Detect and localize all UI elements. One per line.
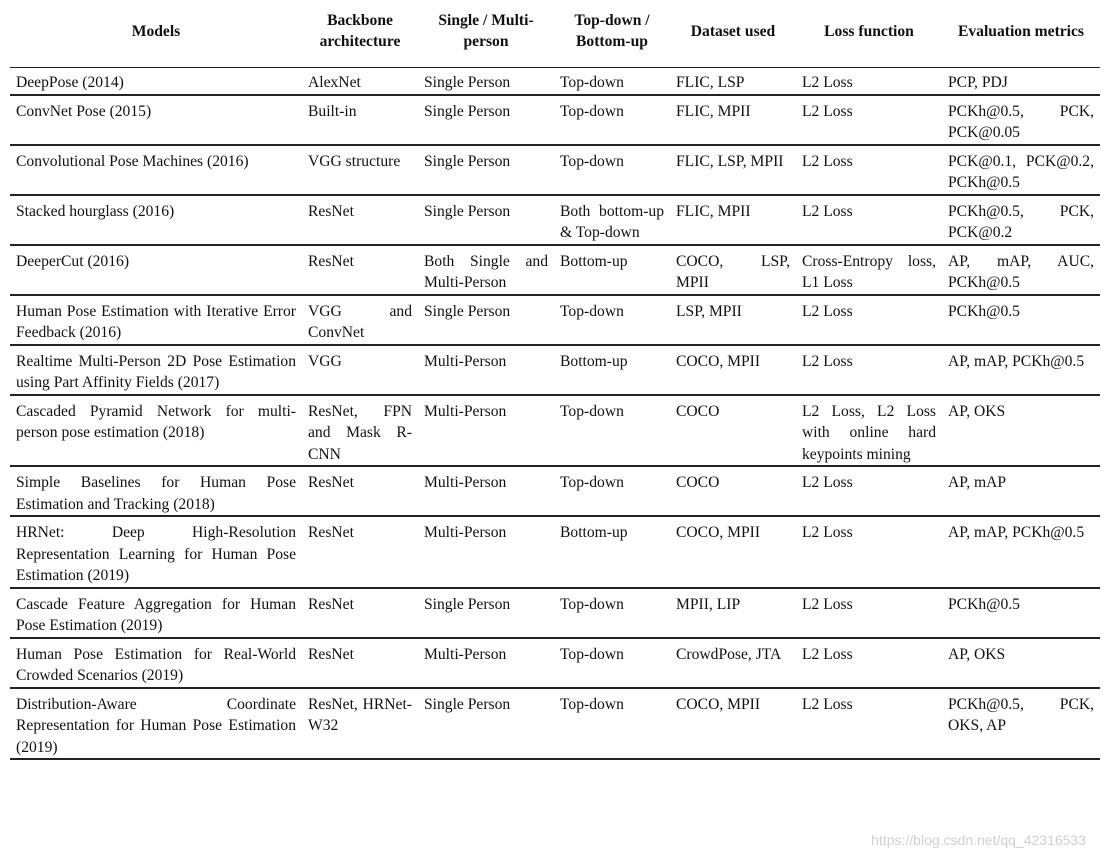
approach-cell: Top-down bbox=[554, 588, 670, 638]
header-dataset: Dataset used bbox=[670, 0, 796, 65]
header-metrics: Evaluation metrics bbox=[942, 0, 1100, 65]
loss-cell: L2 Loss bbox=[796, 588, 942, 638]
loss-cell: L2 Loss bbox=[796, 295, 942, 345]
loss-cell: L2 Loss bbox=[796, 145, 942, 195]
metrics-cell: PCP, PDJ bbox=[942, 65, 1100, 95]
header-loss: Loss function bbox=[796, 0, 942, 65]
approach-cell: Both bottom-up & Top-down bbox=[554, 195, 670, 245]
metrics-cell: AP, OKS bbox=[942, 638, 1100, 688]
metrics-cell: PCKh@0.5, PCK, PCK@0.2 bbox=[942, 195, 1100, 245]
person-type-cell: Single Person bbox=[418, 145, 554, 195]
model-cell: Simple Baselines for Human Pose Estimation and Tracking (2018) bbox=[10, 466, 302, 516]
watermark-text: https://blog.csdn.net/qq_42316533 bbox=[871, 832, 1086, 848]
dataset-cell: FLIC, MPII bbox=[670, 95, 796, 145]
table-body bbox=[10, 65, 1100, 760]
person-type-cell: Both Single and Multi-Person bbox=[418, 245, 554, 295]
model-cell: DeeperCut (2016) bbox=[10, 245, 302, 295]
metrics-cell: AP, mAP bbox=[942, 466, 1100, 516]
loss-cell: L2 Loss bbox=[796, 688, 942, 760]
dataset-cell: COCO, MPII bbox=[670, 688, 796, 760]
table-row bbox=[10, 516, 1100, 588]
header-single-multi: Single / Multi-person bbox=[418, 0, 554, 65]
table-row bbox=[10, 145, 1100, 195]
metrics-cell: PCKh@0.5, PCK, OKS, AP bbox=[942, 688, 1100, 760]
dataset-cell: LSP, MPII bbox=[670, 295, 796, 345]
backbone-cell: ResNet bbox=[302, 638, 418, 688]
person-type-cell: Multi-Person bbox=[418, 638, 554, 688]
backbone-cell: ResNet bbox=[302, 195, 418, 245]
metrics-cell: PCK@0.1, PCK@0.2, PCKh@0.5 bbox=[942, 145, 1100, 195]
metrics-cell: AP, OKS bbox=[942, 395, 1100, 467]
metrics-cell: PCKh@0.5 bbox=[942, 588, 1100, 638]
person-type-cell: Multi-Person bbox=[418, 516, 554, 588]
table-row bbox=[10, 638, 1100, 688]
table-row bbox=[10, 345, 1100, 395]
approach-cell: Top-down bbox=[554, 638, 670, 688]
backbone-cell: ResNet bbox=[302, 245, 418, 295]
backbone-cell: AlexNet bbox=[302, 65, 418, 95]
dataset-cell: COCO bbox=[670, 395, 796, 467]
person-type-cell: Single Person bbox=[418, 95, 554, 145]
table-row bbox=[10, 95, 1100, 145]
person-type-cell: Single Person bbox=[418, 588, 554, 638]
model-cell: Cascaded Pyramid Network for multi-person pose estimation (2018) bbox=[10, 395, 302, 467]
table-row bbox=[10, 466, 1100, 516]
approach-cell: Top-down bbox=[554, 295, 670, 345]
approach-cell: Top-down bbox=[554, 688, 670, 760]
model-cell: Realtime Multi-Person 2D Pose Estimation using Part Affinity Fields (2017) bbox=[10, 345, 302, 395]
person-type-cell: Single Person bbox=[418, 65, 554, 95]
model-cell: ConvNet Pose (2015) bbox=[10, 95, 302, 145]
metrics-cell: AP, mAP, PCKh@0.5 bbox=[942, 345, 1100, 395]
backbone-cell: VGG structure bbox=[302, 145, 418, 195]
model-cell: Distribution-Aware Coordinate Representation for Human Pose Estimation (2019) bbox=[10, 688, 302, 760]
table-row bbox=[10, 688, 1100, 760]
model-cell: HRNet: Deep High-Resolution Representation Learning for Human Pose Estimation (2019) bbox=[10, 516, 302, 588]
approach-cell: Bottom-up bbox=[554, 345, 670, 395]
metrics-cell: AP, mAP, PCKh@0.5 bbox=[942, 516, 1100, 588]
approach-cell: Top-down bbox=[554, 145, 670, 195]
table-row bbox=[10, 195, 1100, 245]
backbone-cell: VGG and ConvNet bbox=[302, 295, 418, 345]
model-cell: Human Pose Estimation for Real-World Crowded Scenarios (2019) bbox=[10, 638, 302, 688]
backbone-cell: ResNet bbox=[302, 588, 418, 638]
dataset-cell: COCO, MPII bbox=[670, 516, 796, 588]
table-row bbox=[10, 395, 1100, 467]
header-models: Models bbox=[10, 0, 302, 65]
metrics-cell: AP, mAP, AUC, PCKh@0.5 bbox=[942, 245, 1100, 295]
header-topdown-bottomup: Top-down / Bottom-up bbox=[554, 0, 670, 65]
approach-cell: Bottom-up bbox=[554, 245, 670, 295]
loss-cell: L2 Loss bbox=[796, 95, 942, 145]
person-type-cell: Single Person bbox=[418, 195, 554, 245]
backbone-cell: ResNet bbox=[302, 466, 418, 516]
model-cell: Stacked hourglass (2016) bbox=[10, 195, 302, 245]
dataset-cell: COCO, MPII bbox=[670, 345, 796, 395]
table-row bbox=[10, 295, 1100, 345]
loss-cell: L2 Loss bbox=[796, 195, 942, 245]
loss-cell: L2 Loss bbox=[796, 345, 942, 395]
person-type-cell: Single Person bbox=[418, 688, 554, 760]
loss-cell: L2 Loss bbox=[796, 638, 942, 688]
loss-cell: L2 Loss bbox=[796, 466, 942, 516]
backbone-cell: Built-in bbox=[302, 95, 418, 145]
backbone-cell: ResNet, FPN and Mask R-CNN bbox=[302, 395, 418, 467]
person-type-cell: Single Person bbox=[418, 295, 554, 345]
loss-cell: Cross-Entropy loss, L1 Loss bbox=[796, 245, 942, 295]
model-cell: Cascade Feature Aggregation for Human Pose Estimation (2019) bbox=[10, 588, 302, 638]
table-row bbox=[10, 245, 1100, 295]
backbone-cell: ResNet, HRNet-W32 bbox=[302, 688, 418, 760]
dataset-cell: CrowdPose, JTA bbox=[670, 638, 796, 688]
header-row bbox=[10, 0, 1100, 65]
loss-cell: L2 Loss bbox=[796, 516, 942, 588]
approach-cell: Bottom-up bbox=[554, 516, 670, 588]
table-container bbox=[10, 0, 1100, 862]
dataset-cell: FLIC, MPII bbox=[670, 195, 796, 245]
model-cell: Convolutional Pose Machines (2016) bbox=[10, 145, 302, 195]
approach-cell: Top-down bbox=[554, 466, 670, 516]
dataset-cell: FLIC, LSP bbox=[670, 65, 796, 95]
header-backbone: Backbone architecture bbox=[302, 0, 418, 65]
loss-cell: L2 Loss, L2 Loss with online hard keypoints mining bbox=[796, 395, 942, 467]
person-type-cell: Multi-Person bbox=[418, 395, 554, 467]
metrics-cell: PCKh@0.5, PCK, PCK@0.05 bbox=[942, 95, 1100, 145]
dataset-cell: COCO bbox=[670, 466, 796, 516]
backbone-cell: VGG bbox=[302, 345, 418, 395]
table-row bbox=[10, 588, 1100, 638]
dataset-cell: MPII, LIP bbox=[670, 588, 796, 638]
table-row bbox=[10, 65, 1100, 95]
person-type-cell: Multi-Person bbox=[418, 466, 554, 516]
person-type-cell: Multi-Person bbox=[418, 345, 554, 395]
loss-cell: L2 Loss bbox=[796, 65, 942, 95]
metrics-cell: PCKh@0.5 bbox=[942, 295, 1100, 345]
model-cell: DeepPose (2014) bbox=[10, 65, 302, 95]
dataset-cell: COCO, LSP, MPII bbox=[670, 245, 796, 295]
backbone-cell: ResNet bbox=[302, 516, 418, 588]
approach-cell: Top-down bbox=[554, 395, 670, 467]
pose-estimation-comparison-table bbox=[10, 0, 1100, 760]
model-cell: Human Pose Estimation with Iterative Error Feedback (2016) bbox=[10, 295, 302, 345]
approach-cell: Top-down bbox=[554, 95, 670, 145]
approach-cell: Top-down bbox=[554, 65, 670, 95]
dataset-cell: FLIC, LSP, MPII bbox=[670, 145, 796, 195]
